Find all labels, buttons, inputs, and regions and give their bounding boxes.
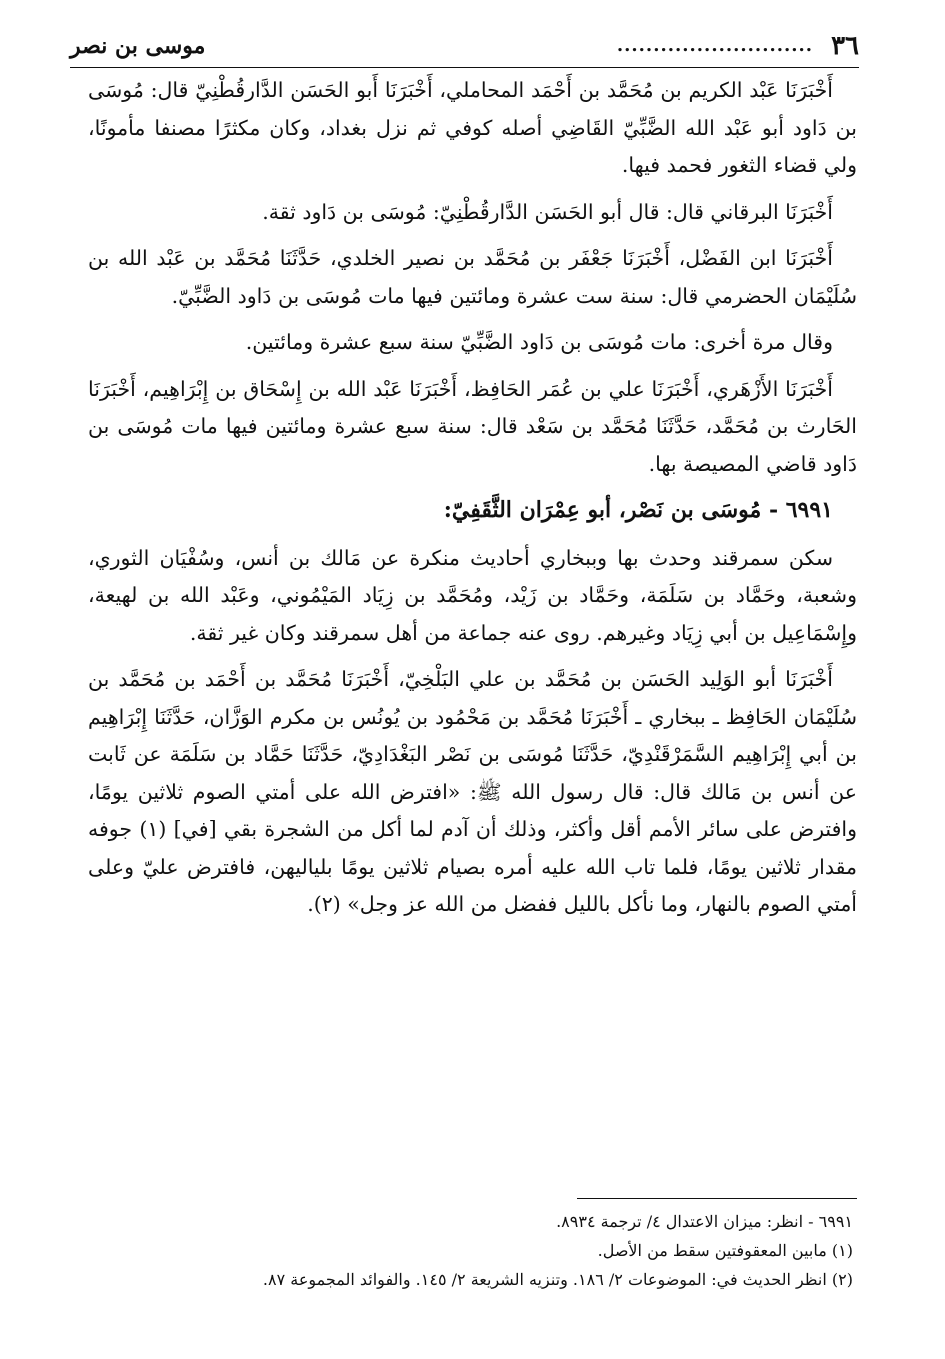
page-header — [70, 24, 859, 68]
footnote: ٦٩٩١ - انظر: ميزان الاعتدال ٤/ ترجمة ٨٩٣٤. — [556, 1212, 853, 1231]
paragraph: وقال مرة أخرى: مات مُوسَى بن دَاود الضَّبِّيّ سنة سبع عشرة ومائتين. — [245, 330, 833, 354]
footnote-divider — [577, 1198, 857, 1199]
footnotes — [70, 1198, 857, 1294]
paragraph: سكن سمرقند وحدث بها وببخاري أحاديث منكرة عن مَالك بن أنس، وسُفْيَان الثوري، وشعبة، وحَمَّاد بن سَلَمَة، وحَمَّاد بن زَيْد، ومُحَمَّد بن زِيَاد المَيْمُوني، وعَبْد الله بن لهيعة، وإِسْمَاعِيل بن أبي زِيَاد وغيرهم. روى عنه جماعة من أهل سمرقند وكان غير ثقة. — [88, 545, 857, 645]
paragraph: أَخْبَرَنَا ابن الفَضْل، أَخْبَرَنَا جَعْفَر بن مُحَمَّد بن نصير الخلدي، حَدَّثَنَا مُحَمَّد بن عَبْد الله بن سُلَيْمَان الحضرمي قال: سنة ست عشرة ومائتين فيها مات مُوسَى بن دَاود الضَّبِّيّ. — [88, 246, 857, 308]
paragraph: أَخْبَرَنَا الأَزْهَري، أَخْبَرَنَا علي بن عُمَر الحَافِظ، أَخْبَرَنَا عَبْد الله بن إِسْحَاق بن إِبْرَاهِيم، أَخْبَرَنَا الحَارث بن مُحَمَّد، حَدَّثَنَا مُحَمَّد بن سَعْد قال: سنة سبع عشرة ومائتين فيها مات مُوسَى بن دَاود قاضي المصيصة بها. — [88, 376, 857, 476]
page-number: ٣٦ — [831, 30, 859, 61]
header-leader-dots: ........................... — [616, 35, 814, 56]
footnote: (٢) انظر الحديث في: الموضوعات ٢/ ١٨٦. وتنزيه الشريعة ٢/ ١٤٥. والفوائد المجموعة ٨٧. — [262, 1270, 853, 1289]
main-text — [88, 72, 857, 933]
paragraph: أَخْبَرَنَا عَبْد الكريم بن مُحَمَّد بن أَحْمَد المحاملي، أَخْبَرَنَا أَبو الحَسَن الدَّارقُطْنِيّ قال: مُوسَى بن دَاود أبو عَبْد الله الضَّبِّيّ القَاضِي أصله كوفي ثم نزل بغداد، وكان مكثرًا مصنفا مأمونًا، ولي قضاء الثغور فحمد فيها. — [88, 78, 857, 177]
header-number-group — [605, 31, 859, 61]
paragraph: أَخْبَرَنَا أبو الوَلِيد الحَسَن بن مُحَمَّد بن علي البَلْخِيّ، أَخْبَرَنَا مُحَمَّد بن أَحْمَد بن مُحَمَّد بن سُلَيْمَان الحَافِظ ـ ببخاري ـ أَخْبَرَنَا مُحَمَّد بن مَحْمُود بن يُونُس بن مكرم الوَزَّان، حَدَّثَنَا إِبْرَاهِيم بن أبي إِبْرَاهِيم السَّمَرْقَنْدِيّ، حَدَّثَنَا مُوسَى بن نَصْر البَغْدَادِيّ، حَدَّثَنَا حَمَّاد بن سَلَمَة عن ثَابت عن أنس بن مَالك قال: قال رسول الله ﷺ: «افترض الله على أمتي الصوم ثلاثين يومًا، وافترض على سائر الأمم أقل وأكثر، وذلك أن آدم لما أكل من الشجرة بقي [في] (١) جوفه مقدار ثلاثين يومًا، فلما تاب الله عليه أمره بصيام ثلاثين يومًا بلياليهن، فافترض عليّ وعلى أمتي الصوم بالنهار، وما نأكل بالليل ففضل من الله عز وجل» (٢). — [88, 667, 857, 916]
paragraph: أَخْبَرَنَا البرقاني قال: قال أبو الحَسَن الدَّارقُطْنِيّ: مُوسَى بن دَاود ثقة. — [262, 199, 833, 224]
entry-heading: ٦٩٩١ - مُوسَى بن نَصْر، أبو عِمْرَان الثَّقَفِيّ: — [443, 497, 833, 523]
footnote: (١) مابين المعقوفتين سقط من الأصل. — [597, 1241, 853, 1260]
running-title: موسى بن نصر — [70, 32, 206, 59]
